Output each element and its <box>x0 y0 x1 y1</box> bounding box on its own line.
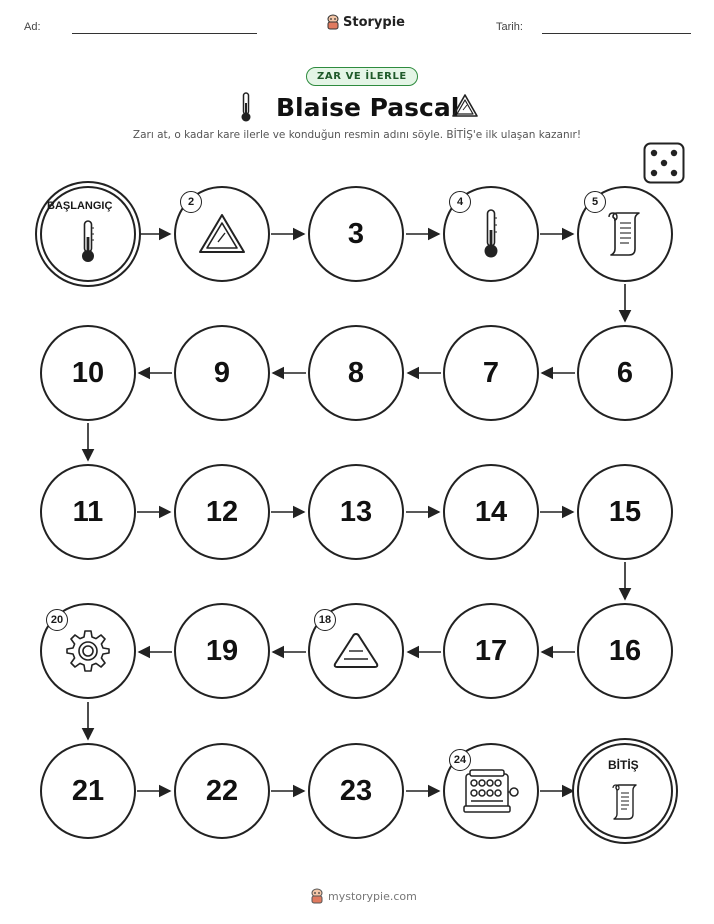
finish-label: BİTİŞ <box>608 758 639 772</box>
board-space-13: 13 <box>308 464 404 560</box>
triangle-icon <box>332 631 380 671</box>
brand-name: Storypie <box>343 14 405 30</box>
board-space-12: 12 <box>174 464 270 560</box>
gear-icon <box>65 628 111 674</box>
pie-mascot-icon <box>310 888 324 904</box>
scroll-icon <box>605 211 645 257</box>
space-tag-2: 2 <box>180 191 202 213</box>
space-tag-20: 20 <box>46 609 68 631</box>
board-space-16: 16 <box>577 603 673 699</box>
board-space-6: 6 <box>577 325 673 421</box>
board-space-19: 19 <box>174 603 270 699</box>
board-space-15: 15 <box>577 464 673 560</box>
triangle-warning-icon <box>197 212 247 256</box>
board-space-9: 9 <box>174 325 270 421</box>
board-space-14: 14 <box>443 464 539 560</box>
scroll-icon <box>610 783 640 821</box>
space-tag-18: 18 <box>314 609 336 631</box>
board-space-21: 21 <box>40 743 136 839</box>
footer <box>310 888 417 904</box>
space-tag-24: 24 <box>449 749 471 771</box>
board-space-17: 17 <box>443 603 539 699</box>
date-label: Tarih: <box>496 21 523 33</box>
board-space-22: 22 <box>174 743 270 839</box>
board-space-10: 10 <box>40 325 136 421</box>
board-space-11: 11 <box>40 464 136 560</box>
board-space-8: 8 <box>308 325 404 421</box>
space-tag-5: 5 <box>584 191 606 213</box>
calculating-machine-icon <box>462 768 520 814</box>
thermometer-icon <box>78 219 98 265</box>
board-space-3: 3 <box>308 186 404 282</box>
thermometer-icon <box>481 208 501 260</box>
name-label: Ad: <box>24 21 41 33</box>
start-label: BAŞLANGIÇ <box>47 200 113 212</box>
board-space-23: 23 <box>308 743 404 839</box>
activity-badge: ZAR VE İLERLE <box>306 67 418 86</box>
space-tag-4: 4 <box>449 191 471 213</box>
board-space-7: 7 <box>443 325 539 421</box>
page-title: Blaise Pascal <box>276 93 460 122</box>
footer-url: mystorypie.com <box>328 889 417 903</box>
instructions: Zarı at, o kadar kare ilerle ve konduğun resmin adını söyle. BİTİŞ'e ilk ulaşan kazanır! <box>132 129 582 141</box>
